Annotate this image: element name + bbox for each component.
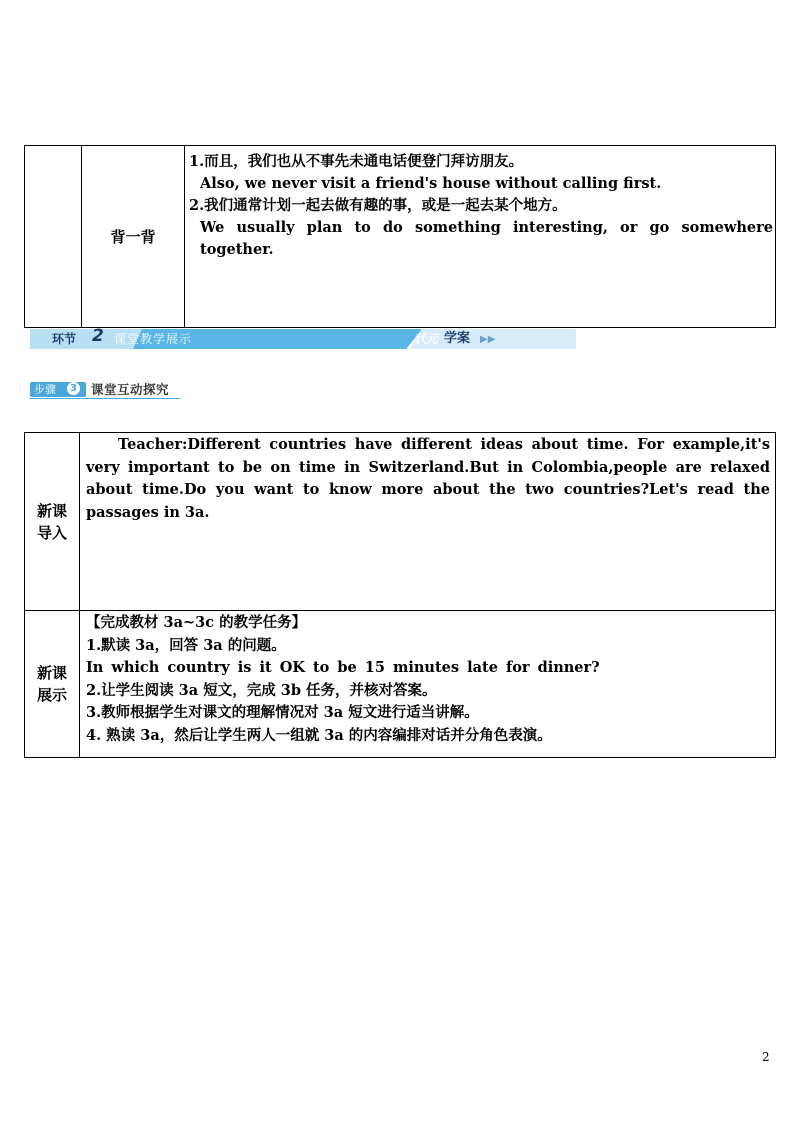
show-item-2: 2.让学生阅读 3a 短文，完成 3b 任务，并核对答案。 [86, 681, 437, 699]
section-banner [30, 326, 576, 349]
recite-label: 背一背 [82, 146, 185, 328]
step-title: 课堂互动探究 [91, 382, 170, 397]
double-arrow-icon: ▶▶ [480, 334, 496, 345]
show-item-4: 4. 熟读 3a，然后让学生两人一组就 3a 的内容编排对话并分角色表演。 [86, 726, 552, 744]
show-label-line2: 展示 [36, 686, 67, 704]
step-number: 3 [67, 382, 80, 395]
banner-brand-b: 学案 [444, 331, 471, 346]
show-label-line1: 新课 [36, 664, 67, 682]
empty-cell [25, 146, 82, 328]
banner-prefix: 环节 [52, 332, 77, 346]
banner-number: 2 [92, 326, 104, 346]
intro-text: Teacher:Different countries have different ideas about time. For example,it's very important to be on time in Switzerland.But in Colombia,people are relaxed about time.Do you want to know more about the two countries?Let's read the passages in 3a. [86, 436, 770, 521]
intro-content [80, 433, 776, 611]
show-label [25, 611, 80, 758]
recite-line-1: 1.而且，我们也从不事先未通电话便登门拜访朋友。 [189, 153, 524, 170]
step-pill [30, 382, 86, 397]
show-item-heading: 【完成教材 3a~3c 的教学任务】 [86, 614, 307, 631]
step-underline [30, 398, 180, 399]
show-row [25, 611, 776, 758]
intro-row [25, 433, 776, 611]
recite-table [24, 145, 776, 328]
page-number: 2 [762, 1050, 770, 1064]
recite-line-4: We usually plan to do something interesting, or go somewhere together. [200, 219, 773, 258]
intro-label-line1: 新课 [36, 501, 67, 520]
intro-label-line2: 导入 [36, 523, 67, 542]
show-item-question: In which country is it OK to be 15 minutes late for dinner? [86, 659, 600, 677]
banner-brand-a: 状元 [414, 332, 439, 346]
recite-line-2: Also, we never visit a friend's house without calling first. [200, 175, 662, 192]
intro-label [25, 433, 80, 611]
show-item-1: 1.默读 3a，回答 3a 的问题。 [86, 636, 286, 654]
step-label [30, 381, 190, 399]
show-item-3: 3.教师根据学生对课文的理解情况对 3a 短文进行适当讲解。 [86, 704, 479, 722]
step-prefix: 步骤 [34, 383, 56, 396]
lesson-table [24, 432, 776, 758]
recite-content [185, 146, 776, 328]
recite-line-3: 2.我们通常计划一起去做有趣的事，或是一起去某个地方。 [189, 197, 567, 214]
show-content [80, 611, 776, 758]
banner-title: 课堂教学展示 [114, 332, 193, 346]
